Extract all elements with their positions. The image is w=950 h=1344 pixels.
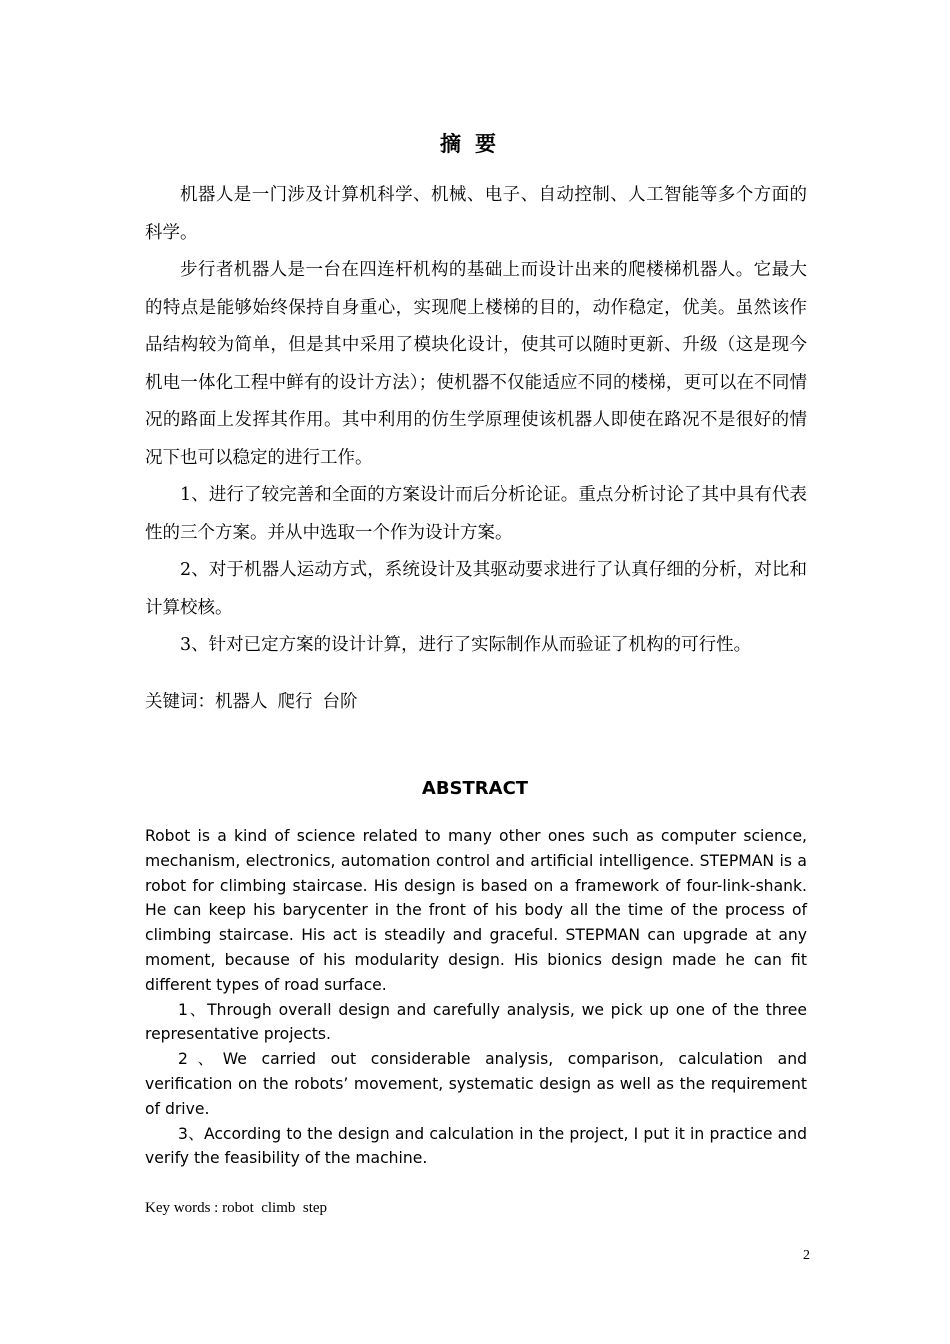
en-paragraph-main: Robot is a kind of science related to many other ones such as computer science, mechanism, electronics, automation control and artificial intelligence. STEPMAN is a robot for climbing staircase. His design is based on a framework of four-link-shank. He can keep his barycenter in the front of his body all the time of the process of climbing staircase. His act is steadily and graceful. STEPMAN can upgrade at any moment, because of his modularity design. His bionics design made he can fit different types of road surface. [145,827,807,994]
keyword-item: 台阶 [322,692,358,712]
keyword-item: 爬行 [277,692,313,712]
en-paragraph-point-2: 2、We carried out considerable analysis, comparison, calculation and verification on the robots’ movement, systematic design as well as the requirement of drive. [145,1050,807,1118]
cn-paragraph-point-3: 3、针对已定方案的设计计算，进行了实际制作从而验证了机构的可行性。 [180,635,752,655]
cn-paragraph-point-1: 1、进行了较完善和全面的方案设计而后分析论证。重点分析讨论了其中具有代表性的三个方案。并从中选取一个作为设计方案。 [145,485,807,543]
cn-paragraph-description: 步行者机器人是一台在四连杆机构的基础上而设计出来的爬楼梯机器人。它最大的特点是能够始终保持自身重心，实现爬上楼梯的目的，动作稳定，优美。虽然该作品结构较为简单，但是其中采用了模块化设计，使其可以随时更新、升级（这是现今机电一体化工程中鲜有的设计方法）；使机器不仅能适应不同的楼梯，更可以在不同情况的路面上发挥其作用。其中利用的仿生学原理使该机器人即使在路况不是很好的情况下也可以稳定的进行工作。 [145,260,807,468]
chinese-keywords-label: 关键词： [145,692,215,712]
english-abstract-title: ABSTRACT [421,778,529,799]
en-paragraph-point-1: 1、Through overall design and carefully analysis, we pick up one of the three representative projects. [145,1000,807,1044]
keyword-item: 机器人 [215,692,268,712]
english-abstract-body [145,824,807,1171]
chinese-abstract-body [145,177,807,665]
chinese-abstract-title: 摘要 [440,131,510,156]
cn-paragraph-intro: 机器人是一门涉及计算机科学、机械、电子、自动控制、人工智能等多个方面的科学。 [145,185,807,243]
chinese-keywords [145,688,368,713]
english-keywords: Key words : robot climb step [145,1200,328,1216]
en-paragraph-point-3: 3、According to the design and calculation in the project, I put it in practice and verify the feasibility of the machine. [145,1124,807,1168]
cn-paragraph-point-2: 2、对于机器人运动方式，系统设计及其驱动要求进行了认真仔细的分析，对比和计算校核。 [145,560,807,618]
page-number: 2 [803,1248,810,1263]
